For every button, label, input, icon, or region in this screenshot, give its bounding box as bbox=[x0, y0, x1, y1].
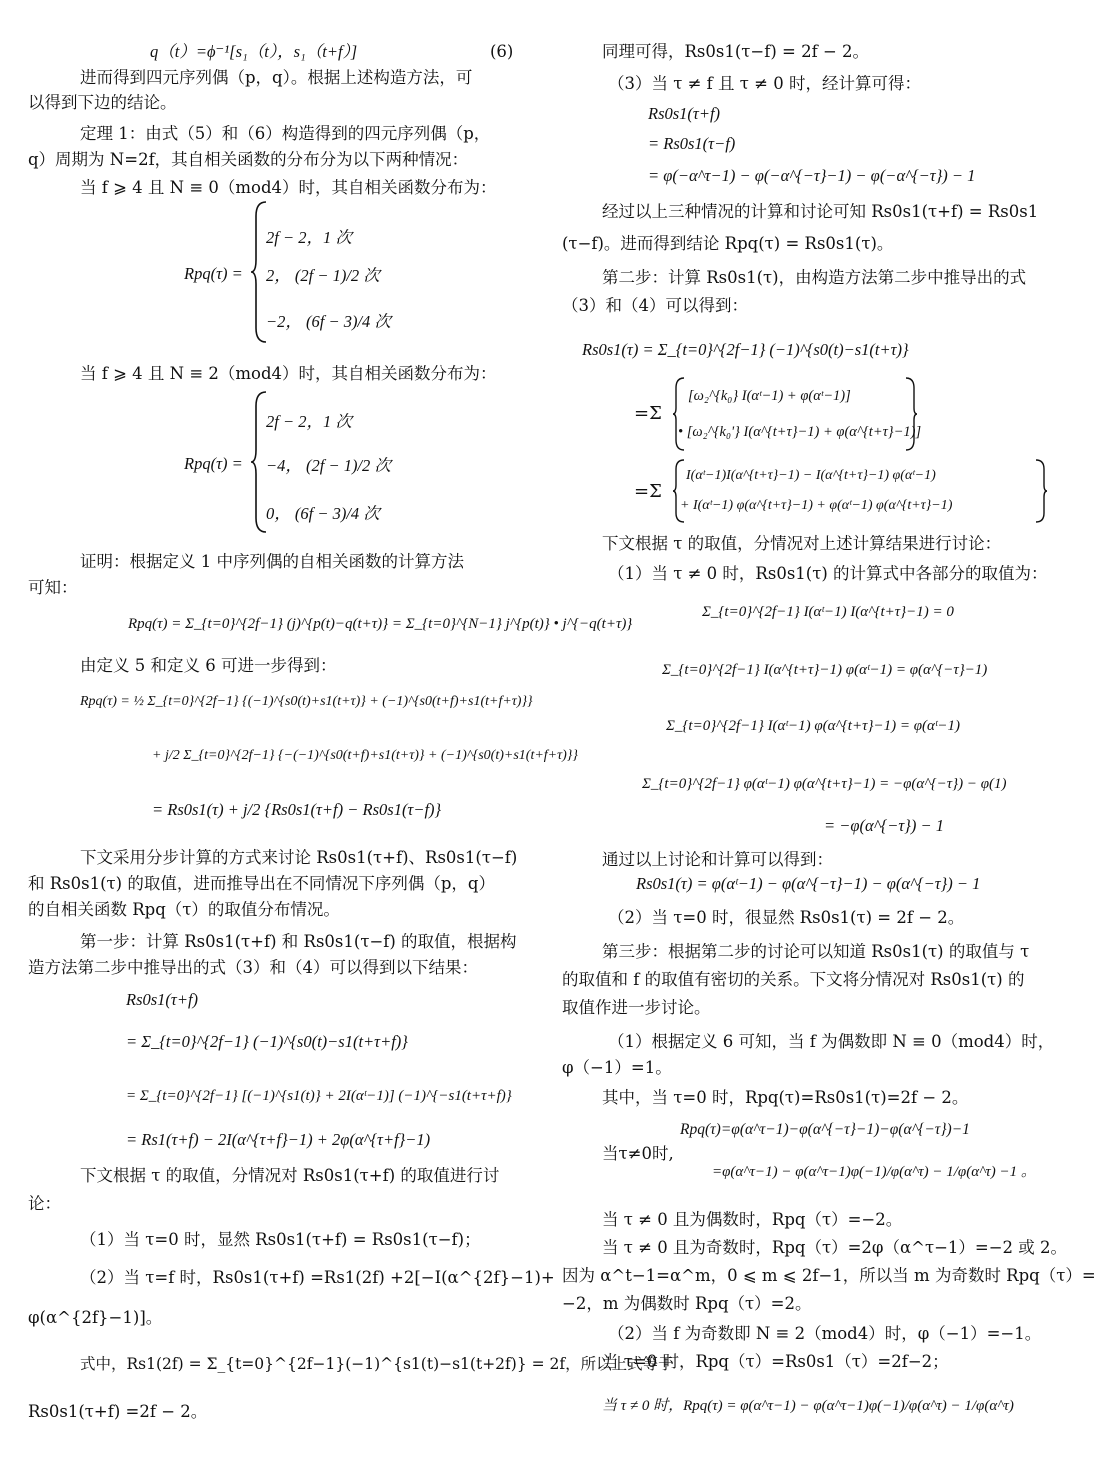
equals-sum: =Σ bbox=[634, 481, 662, 502]
case2-row: 2f − 2，1 次 bbox=[266, 412, 352, 431]
paragraph-line: 因为 α^t−1=α^m，0 ⩽ m ⩽ 2f−1，所以当 m 为奇数时 Rpq（τ）= bbox=[562, 1266, 1096, 1285]
case1-row: 2f − 2，1 次 bbox=[266, 228, 352, 247]
equation-line: + j/2 Σ_{t=0}^{2f−1} {−(−1)^{s0(t+f)+s1(t+τ)} + (−1)^{s0(t)+s1(t+f+τ)}} bbox=[152, 748, 578, 763]
paragraph-line: 造方法第二步中推导出的式（3）和（4）可以得到以下结果： bbox=[28, 958, 478, 977]
paragraph-line: 其中，当 τ=0 时，Rpq(τ)=Rs0s1(τ)=2f − 2。 bbox=[602, 1088, 969, 1107]
paragraph-line: （2）当 τ=0 时，很显然 Rs0s1(τ) = 2f − 2。 bbox=[608, 908, 965, 927]
equation-line: = Rs0s1(τ) + j/2 {Rs0s1(τ+f) − Rs0s1(τ−f)} bbox=[152, 800, 442, 819]
paragraph-line: 当 τ ≠ 0 且为偶数时，Rpq（τ）=−2。 bbox=[602, 1210, 903, 1229]
equation-line: Rpq(τ)=φ(α^τ−1)−φ(α^{−τ}−1)−φ(α^{−τ})−1 bbox=[680, 1121, 970, 1138]
paragraph-line: 论： bbox=[28, 1194, 61, 1213]
paragraph-line: 下文根据 τ 的取值，分情况对上述计算结果进行讨论： bbox=[602, 534, 1002, 553]
theorem-line: q）周期为 N=2f，其自相关函数的分布分为以下两种情况： bbox=[28, 150, 469, 169]
paragraph-line: 下文根据 τ 的取值，分情况对 Rs0s1(τ+f) 的取值进行讨 bbox=[80, 1166, 500, 1185]
equation-line: = −φ(α^{−τ}) − 1 bbox=[824, 816, 945, 835]
right-brace-icon bbox=[1032, 458, 1048, 524]
equation-6: q（t）=ϕ⁻¹[s₁（t），s₁（t+f）] bbox=[150, 42, 358, 61]
paragraph-line: φ(α^{2f}−1)]。 bbox=[28, 1308, 163, 1327]
equation-line: Σ_{t=0}^{2f−1} I(αᵗ−1) φ(α^{t+τ}−1) = φ(αᵗ−1) bbox=[666, 718, 961, 734]
case1-row: −2， (6f − 3)/4 次 bbox=[266, 312, 391, 331]
paragraph-line: （3）当 τ ≠ f 且 τ ≠ 0 时，经计算可得： bbox=[608, 74, 921, 93]
equation-line: I(αᵗ−1)I(α^{t+τ}−1) − I(α^{t+τ}−1) φ(αᵗ−1) bbox=[686, 468, 936, 483]
paragraph-line: （1）根据定义 6 可知，当 f 为偶数即 N ≡ 0（mod4）时， bbox=[608, 1032, 1055, 1051]
equation-line: = Rs0s1(τ−f) bbox=[648, 134, 736, 153]
equation-line: Rs0s1(τ+f) bbox=[648, 104, 721, 123]
proof-line: 可知： bbox=[28, 578, 78, 597]
paragraph-line: 同理可得，Rs0s1(τ−f) = 2f − 2。 bbox=[602, 42, 870, 61]
paragraph-line: 第二步：计算 Rs0s1(τ)，由构造方法第二步中推导出的式 bbox=[602, 268, 1027, 287]
equation-line: • [ω₂^{k₀'} I(α^{t+τ}−1) + φ(α^{t+τ}−1)] bbox=[678, 424, 922, 440]
equation-line: Rs0s1(τ) = Σ_{t=0}^{2f−1} (−1)^{s0(t)−s1(t+τ)} bbox=[582, 340, 909, 359]
case2-row: −4， (2f − 1)/2 次 bbox=[266, 456, 391, 475]
equation-number: (6) bbox=[490, 42, 514, 61]
equation-line: Σ_{t=0}^{2f−1} I(αᵗ−1) I(α^{t+τ}−1) = 0 bbox=[702, 604, 954, 620]
paragraph-line: 以得到下边的结论。 bbox=[28, 93, 177, 112]
paragraph-line: （3）和（4）可以得到： bbox=[562, 296, 748, 315]
paragraph-line: 第一步：计算 Rs0s1(τ+f) 和 Rs0s1(τ−f) 的取值，根据构 bbox=[80, 932, 517, 951]
theorem-line: 定理 1：由式（5）和（6）构造得到的四元序列偶（p， bbox=[80, 124, 491, 143]
case2-row: 0， (6f − 3)/4 次 bbox=[266, 504, 380, 523]
equation-line: + I(αᵗ−1) φ(α^{t+τ}−1) + φ(αᵗ−1) φ(α^{t+τ}−1) bbox=[680, 498, 953, 513]
paragraph-line: (τ−f)。进而得到结论 Rpq(τ) = Rs0s1(τ)。 bbox=[562, 234, 894, 253]
equation-line: 当 τ ≠ 0 时，Rpq(τ) = φ(α^τ−1) − φ(α^τ−1)φ(−1)/φ(α^τ) − 1/φ(α^τ) bbox=[602, 1398, 1014, 1414]
equation-line: Σ_{t=0}^{2f−1} φ(αᵗ−1) φ(α^{t+τ}−1) = −φ(α^{−τ}) − φ(1) bbox=[642, 776, 1007, 792]
paragraph-line: （2）当 τ=f 时，Rs0s1(τ+f) =Rs1(2f) +2[−I(α^{2f}−1)+ bbox=[80, 1268, 555, 1287]
equation-line: = Σ_{t=0}^{2f−1} (−1)^{s0(t)−s1(t+τ+f)} bbox=[126, 1032, 408, 1051]
paragraph-line: 当τ≠0时, bbox=[602, 1144, 674, 1163]
case1-lhs: Rpq(τ) = bbox=[184, 264, 243, 283]
paragraph-line: 进而得到四元序列偶（p，q）。根据上述构造方法，可 bbox=[80, 68, 473, 87]
paragraph-line: 取值作进一步讨论。 bbox=[562, 998, 711, 1017]
paragraph-line: 当 τ ≠ 0 且为奇数时，Rpq（τ）=2φ（α^τ−1）=−2 或 2。 bbox=[602, 1238, 1068, 1257]
equation-line: Σ_{t=0}^{2f−1} I(α^{t+τ}−1) φ(αᵗ−1) = φ(α^{−τ}−1) bbox=[662, 662, 988, 678]
equation-line: Rs0s1(τ) = φ(αᵗ−1) − φ(α^{−τ}−1) − φ(α^{−τ}) − 1 bbox=[636, 874, 981, 893]
case1-row: 2， (2f − 1)/2 次 bbox=[266, 266, 380, 285]
paragraph-line: 通过以上讨论和计算可以得到： bbox=[602, 850, 833, 869]
equation-line: = Rs1(τ+f) − 2I(α^{τ+f}−1) + 2φ(α^{τ+f}−1) bbox=[126, 1130, 431, 1149]
correlation-equation: Rpq(τ) = Σ_{t=0}^{2f−1} (j)^{p(t)−q(t+τ)} = Σ_{t=0}^{N−1} j^{p(t)} • j^{−q(t+τ)} bbox=[128, 616, 633, 632]
equation-line: = Σ_{t=0}^{2f−1} [(−1)^{s1(t)} + 2I(αᵗ−1)] (−1)^{−s1(t+τ+f)} bbox=[126, 1088, 512, 1104]
equation-line: = φ(−α^τ−1) − φ(−α^{−τ}−1) − φ(−α^{−τ}) − 1 bbox=[648, 166, 976, 185]
case-condition: 当 f ⩾ 4 且 N ≡ 0（mod4）时，其自相关函数分布为： bbox=[80, 178, 497, 197]
paragraph-line: 第三步：根据第二步的讨论可以知道 Rs0s1(τ) 的取值与 τ bbox=[602, 942, 1030, 961]
equation-line: =φ(α^τ−1) − φ(α^τ−1)φ(−1)/φ(α^τ) − 1/φ(α^τ) −1 。 bbox=[712, 1164, 1036, 1180]
paragraph-line: （1）当 τ ≠ 0 时，Rs0s1(τ) 的计算式中各部分的取值为： bbox=[608, 564, 1048, 583]
paragraph-line: Rs0s1(τ+f) =2f − 2。 bbox=[28, 1402, 208, 1421]
paragraph-line: （1）当 τ=0 时，显然 Rs0s1(τ+f) = Rs0s1(τ−f)； bbox=[80, 1230, 481, 1249]
right-brace-icon bbox=[902, 376, 918, 452]
paragraph-line: φ（−1）=1。 bbox=[562, 1058, 672, 1077]
proof-line: 证明：根据定义 1 中序列偶的自相关函数的计算方法 bbox=[80, 552, 464, 571]
paragraph-line: 由定义 5 和定义 6 可进一步得到： bbox=[80, 656, 337, 675]
equation-line: [ω₂^{k₀} I(αᵗ−1) + φ(αᵗ−1)] bbox=[688, 388, 851, 404]
equals-sum: =Σ bbox=[634, 403, 662, 424]
paragraph-line: 当 τ=0 时，Rpq（τ）=Rs0s1（τ）=2f−2； bbox=[602, 1352, 949, 1371]
equation-line: Rs0s1(τ+f) bbox=[126, 990, 199, 1009]
paragraph-line: 下文采用分步计算的方式来讨论 Rs0s1(τ+f)、Rs0s1(τ−f) bbox=[80, 848, 518, 867]
paragraph-line: 和 Rs0s1(τ) 的取值，进而推导出在不同情况下序列偶（p，q） bbox=[28, 874, 495, 893]
paragraph-line: 式中，Rs1(2f) = Σ_{t=0}^{2f−1}(−1)^{s1(t)−s1(t+2f)} = 2f，所以上式等于 bbox=[80, 1355, 674, 1373]
paragraph-line: 的自相关函数 Rpq（τ）的取值分布情况。 bbox=[28, 900, 340, 919]
case-condition: 当 f ⩾ 4 且 N ≡ 2（mod4）时，其自相关函数分布为： bbox=[80, 364, 497, 383]
paragraph-line: （2）当 f 为奇数即 N ≡ 2（mod4）时，φ（−1）=−1。 bbox=[608, 1324, 1042, 1343]
paragraph-line: 经过以上三种情况的计算和讨论可知 Rs0s1(τ+f) = Rs0s1 bbox=[602, 202, 1039, 221]
equation-line: Rpq(τ) = ½ Σ_{t=0}^{2f−1} {(−1)^{s0(t)+s1(t+τ)} + (−1)^{s0(t+f)+s1(t+f+τ)}} bbox=[80, 694, 533, 709]
case2-lhs: Rpq(τ) = bbox=[184, 454, 243, 473]
paragraph-line: 的取值和 f 的取值有密切的关系。下文将分情况对 Rs0s1(τ) 的 bbox=[562, 970, 1025, 989]
paragraph-line: −2，m 为偶数时 Rpq（τ）=2。 bbox=[562, 1294, 812, 1313]
